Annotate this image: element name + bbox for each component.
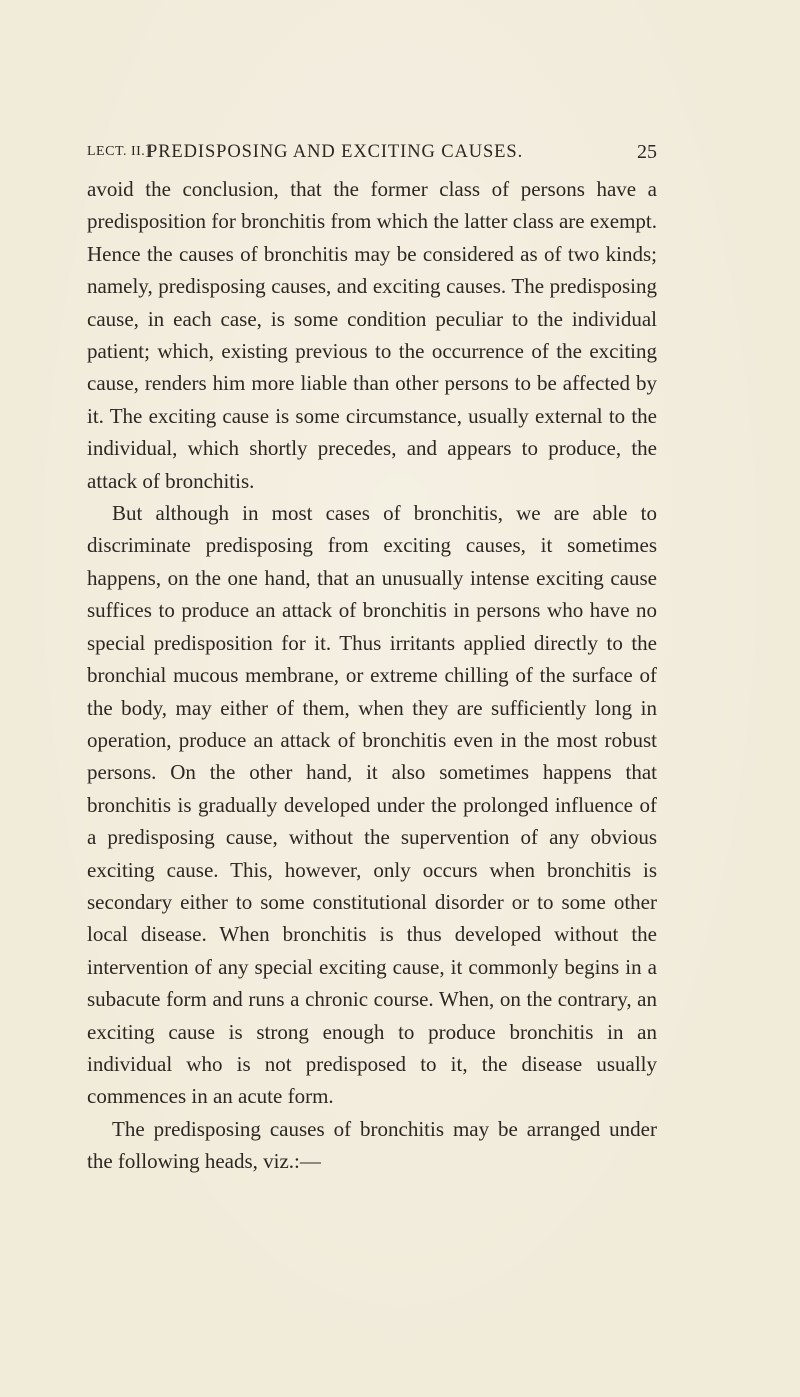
paragraph-1: avoid the conclusion, that the former class of persons have a predisposition for bronchitis from which the latter class are exempt. Hence the causes of bronchitis may be considered as of two kinds; namely, predisposing causes, and exciting causes. The predisposing cause, in each case, is some condition peculiar to the individual patient; which, existing previous to the occurrence of the exciting cause, renders him more liable than other persons to be affected by it. The exciting cause is some circumstance, usually external to the individual, which shortly precedes, and appears to produce, the attack of bronchitis. [87, 177, 657, 493]
page-number: 25 [637, 141, 657, 163]
body-text [87, 173, 657, 1178]
paragraph-2: But although in most cases of bronchitis, we are able to discriminate predisposing from exciting causes, it sometimes happens, on the one hand, that an unusually intense exciting cause suffices to produce an attack of bronchitis in persons who have no special predisposition for it. Thus irritants applied directly to the bronchial mucous membrane, or extreme chilling of the surface of the body, may either of them, when they are sufficiently long in operation, produce an attack of bronchitis even in the most robust persons. On the other hand, it also sometimes happens that bronchitis is gradually developed under the prolonged influence of a predisposing cause, without the supervention of any obvious exciting cause. This, however, only occurs when bronchitis is secondary either to some constitutional disorder or to some other local disease. When bronchitis is thus developed without the intervention of any special exciting cause, it commonly begins in a subacute form and runs a chronic course. When, on the contrary, an exciting cause is strong enough to produce bronchitis in an individual who is not predisposed to it, the disease usually commences in an acute form. [87, 501, 657, 1109]
running-head [87, 137, 657, 167]
paragraph-3: The predisposing causes of bronchitis may be arranged under the following heads, viz.:— [87, 1116, 657, 1174]
running-head-lecture: LECT. II.] [87, 144, 151, 159]
running-head-title: PREDISPOSING AND EXCITING CAUSES. [147, 142, 524, 162]
